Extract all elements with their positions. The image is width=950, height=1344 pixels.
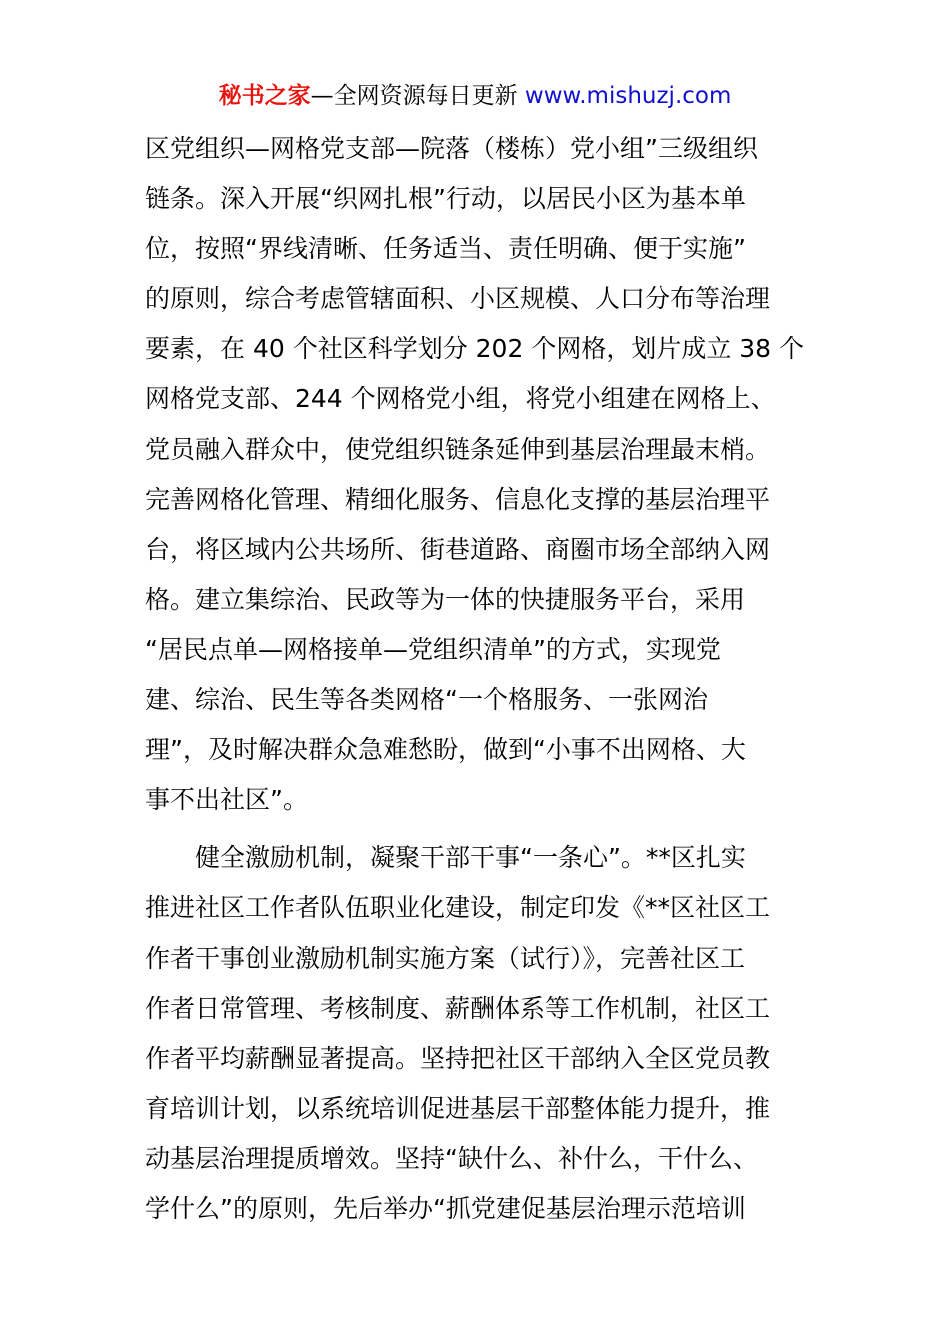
text-line: 完善网格化管理、精细化服务、信息化支撑的基层治理平 (145, 484, 771, 514)
text-line: 要素，在 40 个社区科学划分 202 个网格，划片成立 38 个 (145, 334, 805, 364)
paragraph-incentive-mechanism (145, 833, 815, 1234)
text-line: 学什么”的原则，先后举办“抓党建促基层治理示范培训 (145, 1193, 746, 1223)
text-line: 理”，及时解决群众急难愁盼，做到“小事不出网格、大 (145, 735, 746, 765)
text-line: 作者平均薪酬显著提高。坚持把社区干部纳入全区党员教 (145, 1043, 771, 1073)
site-url-link[interactable]: www.mishuzj.com (524, 83, 732, 109)
header-tagline: —全网资源每日更新 (310, 83, 518, 109)
text-line: 网格党支部、244 个网格党小组，将党小组建在网格上、 (145, 384, 776, 414)
paragraph-grid-governance (145, 124, 815, 825)
text-line: 动基层治理提质增效。坚持“缺什么、补什么，干什么、 (145, 1143, 758, 1173)
text-line: 事不出社区”。 (145, 785, 308, 815)
paragraph-spacer (145, 825, 815, 833)
text-line: 台，将区域内公共场所、街巷道路、商圈市场全部纳入网 (145, 534, 771, 564)
text-line: 区党组织—网格党支部—院落（楼栋）党小组”三级组织 (145, 134, 758, 163)
text-line: 链条。深入开展“织网扎根”行动，以居民小区为基本单 (145, 184, 746, 214)
text-line: “居民点单—网格接单—党组织清单”的方式，实现党 (145, 634, 721, 664)
text-line: 的原则，综合考虑管辖面积、小区规模、人口分布等治理 (145, 284, 771, 314)
text-line: 健全激励机制，凝聚干部干事“一条心”。**区扎实 (195, 843, 746, 873)
text-line: 作者日常管理、考核制度、薪酬体系等工作机制，社区工 (145, 993, 771, 1023)
text-line: 位，按照“界线清晰、任务适当、责任明确、便于实施” (145, 234, 746, 264)
text-line: 育培训计划，以系统培训促进基层干部整体能力提升，推 (145, 1093, 771, 1123)
text-line: 推进社区工作者队伍职业化建设，制定印发《**区社区工 (145, 893, 771, 923)
document-body (145, 124, 815, 1234)
text-line: 作者干事创业激励机制实施方案（试行）》，完善社区工 (145, 943, 746, 973)
text-line: 建、综治、民生等各类网格“一个格服务、一张网治 (145, 685, 708, 715)
text-line: 党员融入群众中，使党组织链条延伸到基层治理最末梢。 (145, 434, 771, 464)
site-header (0, 80, 950, 112)
brand-name: 秘书之家 (218, 83, 311, 109)
text-line: 格。建立集综治、民政等为一体的快捷服务平台，采用 (145, 584, 746, 614)
